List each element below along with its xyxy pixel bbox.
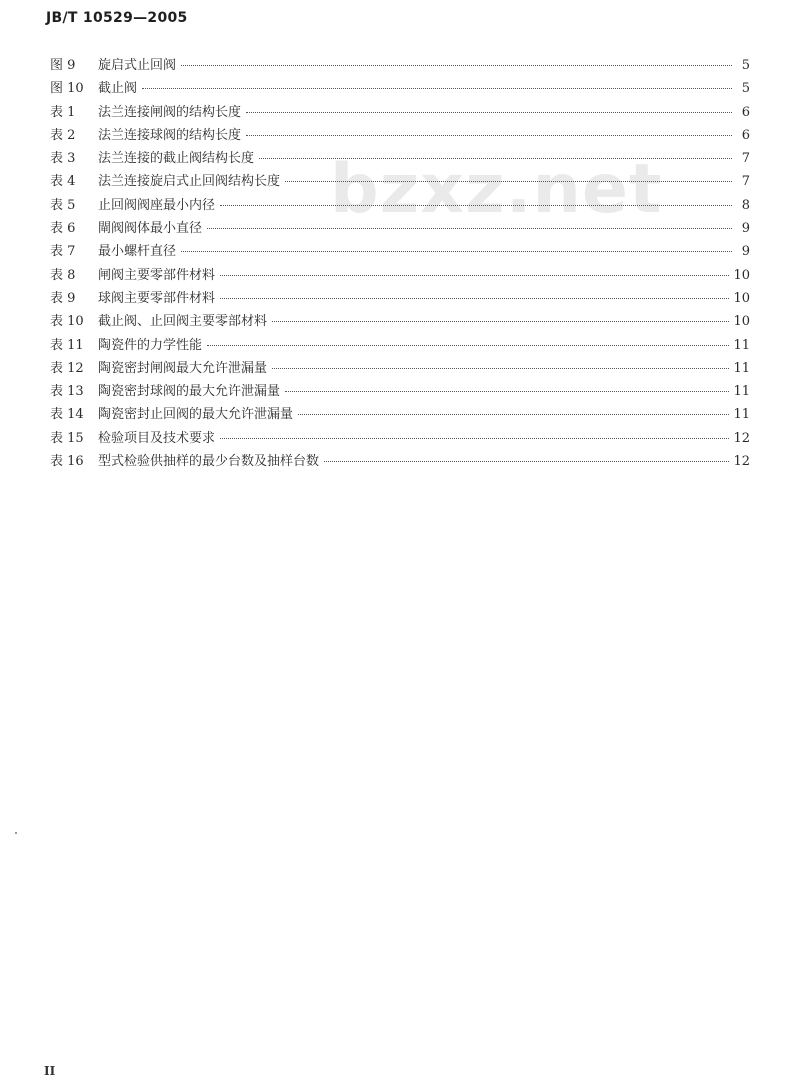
toc-entry-label: 表 3 <box>50 151 76 167</box>
toc-entry-title: 截止阀、止回阀主要零部材料 <box>98 314 268 330</box>
watermark: bzxz.net <box>330 150 663 229</box>
toc-entry-title: 陶瓷件的力学性能 <box>98 337 203 353</box>
toc-entry-page: 9 <box>741 244 750 260</box>
toc-leader-dots <box>207 228 732 229</box>
toc-leader-dots <box>220 275 729 276</box>
toc-entry-title: 止回阀阀座最小内径 <box>98 197 216 213</box>
toc-entry[interactable] <box>50 77 750 100</box>
toc-entry[interactable] <box>50 380 750 403</box>
toc-leader-dots <box>181 65 732 66</box>
toc-leader-dots <box>246 135 732 136</box>
standard-code-header: JB/T 10529—2005 <box>46 10 188 26</box>
toc-entry-title: 型式检验供抽样的最少台数及抽样台数 <box>98 454 320 470</box>
toc-entry-label: 表 9 <box>50 290 76 306</box>
toc-leader-dots <box>272 368 729 369</box>
toc-entry-label: 表 8 <box>50 267 76 283</box>
toc-leader-dots <box>259 158 732 159</box>
toc-entry[interactable] <box>50 54 750 77</box>
toc-entry[interactable] <box>50 334 750 357</box>
toc-entry-label: 表 1 <box>50 104 76 120</box>
toc-entry[interactable] <box>50 170 750 193</box>
toc-entry[interactable] <box>50 147 750 170</box>
toc-entry-page: 5 <box>741 81 750 97</box>
toc-entry[interactable] <box>50 240 750 263</box>
toc-entry-title: 法兰连接旋启式止回阀结构长度 <box>98 174 281 190</box>
toc-entry[interactable] <box>50 101 750 124</box>
toc-entry-page: 5 <box>741 58 750 73</box>
toc-entry[interactable] <box>50 194 750 217</box>
toc-entry-label: 表 4 <box>50 174 76 190</box>
toc-entry[interactable] <box>50 403 750 426</box>
toc-entry-title: 陶瓷密封止回阀的最大允许泄漏量 <box>98 407 294 423</box>
toc-leader-dots <box>142 88 732 89</box>
toc-entry-page: 11 <box>733 360 750 376</box>
toc-entry-label: 表 7 <box>50 244 76 260</box>
toc-leader-dots <box>207 345 729 346</box>
toc-entry-label: 表 2 <box>50 127 76 143</box>
toc-entry-label: 表 15 <box>50 430 84 446</box>
toc-leader-dots <box>220 298 729 299</box>
toc-entry-label: 表 5 <box>50 197 76 213</box>
toc-entry-label: 图 9 <box>50 58 76 73</box>
toc-entry-label: 表 11 <box>50 337 84 353</box>
toc-entry-page: 12 <box>733 454 750 470</box>
page-number: II <box>44 1064 56 1078</box>
toc-entry[interactable] <box>50 427 750 450</box>
toc-entry-page: 10 <box>733 267 750 283</box>
toc-leader-dots <box>285 391 729 392</box>
scan-speck <box>15 832 17 834</box>
toc-leader-dots <box>220 205 732 206</box>
toc-entry-title: 闸阀主要零部件材料 <box>98 267 216 283</box>
toc-entry-page: 11 <box>733 384 750 400</box>
toc-leader-dots <box>285 181 732 182</box>
toc-entry-title: 法兰连接的截止阀结构长度 <box>98 151 255 167</box>
toc-entry-label: 表 12 <box>50 360 84 376</box>
toc-entry-page: 7 <box>741 174 750 190</box>
toc-entry-title: 陶瓷密封球阀的最大允许泄漏量 <box>98 384 281 400</box>
toc-entry-label: 表 6 <box>50 221 76 237</box>
toc-entry-page: 10 <box>733 290 750 306</box>
toc-leader-dots <box>324 461 729 462</box>
toc-entry-page: 8 <box>741 197 750 213</box>
toc-entry-label: 表 16 <box>50 454 84 470</box>
toc-entry-page: 11 <box>733 337 750 353</box>
toc-entry[interactable] <box>50 124 750 147</box>
toc-leader-dots <box>246 112 732 113</box>
toc-leader-dots <box>181 251 732 252</box>
toc-entry-page: 11 <box>733 407 750 423</box>
toc-leader-dots <box>298 414 729 415</box>
toc-entry-label: 表 13 <box>50 384 84 400</box>
toc-entry-page: 9 <box>741 221 750 237</box>
toc-entry-title: 旋启式止回阀 <box>98 58 177 73</box>
toc-leader-dots <box>220 438 729 439</box>
toc-entry-label: 表 10 <box>50 314 84 330</box>
toc-entry[interactable] <box>50 310 750 333</box>
toc-entry-label: 表 14 <box>50 407 84 423</box>
toc-leader-dots <box>272 321 729 322</box>
toc-entry-title: 球阀主要零部件材料 <box>98 290 216 306</box>
toc-entry-title: 閘阀阀体最小直径 <box>98 221 203 237</box>
toc-entry-page: 6 <box>741 104 750 120</box>
toc-entry-title: 法兰连接闸阀的结构长度 <box>98 104 242 120</box>
toc-entry-page: 10 <box>733 314 750 330</box>
toc-entry-title: 法兰连接球阀的结构长度 <box>98 127 242 143</box>
toc-entry-title: 检验项目及技术要求 <box>98 430 216 446</box>
toc-entry-label: 图 10 <box>50 81 84 97</box>
toc-entry-title: 最小螺杆直径 <box>98 244 177 260</box>
table-of-contents <box>50 54 750 473</box>
toc-entry-page: 6 <box>741 127 750 143</box>
toc-entry-page: 7 <box>741 151 750 167</box>
toc-entry[interactable] <box>50 357 750 380</box>
toc-entry-page: 12 <box>733 430 750 446</box>
toc-entry[interactable] <box>50 450 750 473</box>
toc-entry[interactable] <box>50 264 750 287</box>
toc-entry[interactable] <box>50 287 750 310</box>
toc-entry-title: 截止阀 <box>98 81 138 97</box>
toc-entry-title: 陶瓷密封闸阀最大允许泄漏量 <box>98 360 268 376</box>
toc-entry[interactable] <box>50 217 750 240</box>
